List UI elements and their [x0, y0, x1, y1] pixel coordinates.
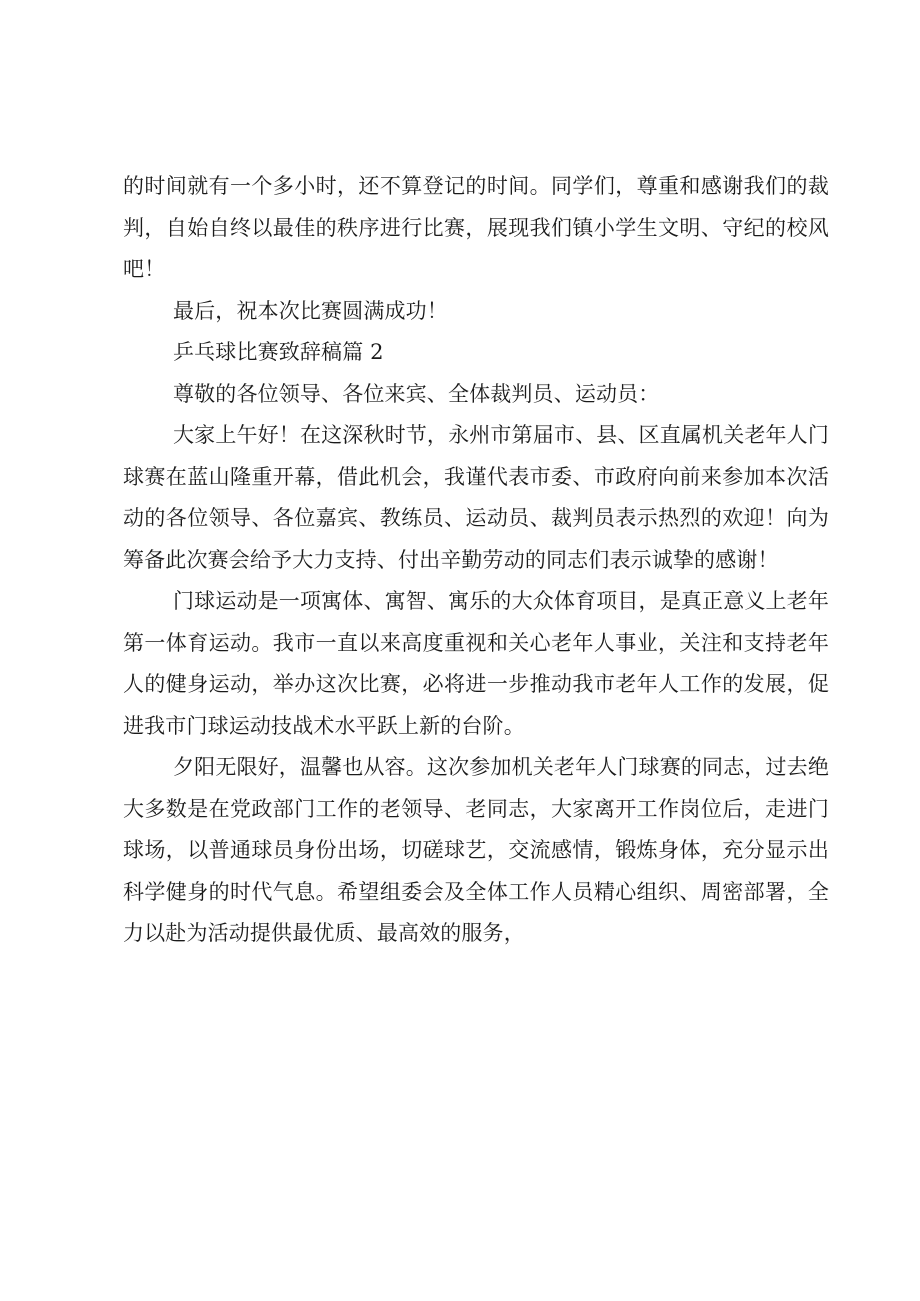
paragraph-sunset: 夕阳无限好，温馨也从容。这次参加机关老年人门球赛的同志，过去绝大多数是在党政部门工作的老领导、老同志，大家离开工作岗位后，走进门球场，以普通球员身份出场，切磋球艺，交流感情，锻炼身体，充分显示出科学健身的时代气息。希望组委会及全体工作人员精心组织、周密部署，全力以赴为活动提供最优质、最高效的服务， [123, 755, 829, 945]
document-body [123, 166, 829, 955]
paragraph-closing-wish: 最后，祝本次比赛圆满成功！ [173, 298, 448, 323]
section-heading: 乒乓球比赛致辞稿篇 2 [173, 340, 384, 364]
paragraph-greeting: 大家上午好！在这深秋时节，永州市第届市、县、区直属机关老年人门球赛在蓝山隆重开幕，借此机会，我谨代表市委、市政府向前来参加本次活动的各位领导、各位嘉宾、教练员、运动员、裁判员表示热烈的欢迎！向为筹备此次赛会给予大力支持、付出辛勤劳动的同志们表示诚挚的感谢！ [123, 423, 829, 572]
paragraph-continued: 的时间就有一个多小时，还不算登记的时间。同学们，尊重和感谢我们的裁判，自始自终以最佳的秩序进行比赛，展现我们镇小学生文明、守纪的校风吧！ [123, 174, 829, 281]
paragraph-salutation: 尊敬的各位领导、各位来宾、全体裁判员、运动员： [173, 381, 660, 406]
paragraph-gateball: 门球运动是一项寓体、寓智、寓乐的大众体育项目，是真正意义上老年第一体育运动。我市一直以来高度重视和关心老年人事业，关注和支持老年人的健身运动，举办这次比赛，必将进一步推动我市老年人工作的发展，促进我市门球运动技战术水平跃上新的台阶。 [123, 589, 829, 738]
